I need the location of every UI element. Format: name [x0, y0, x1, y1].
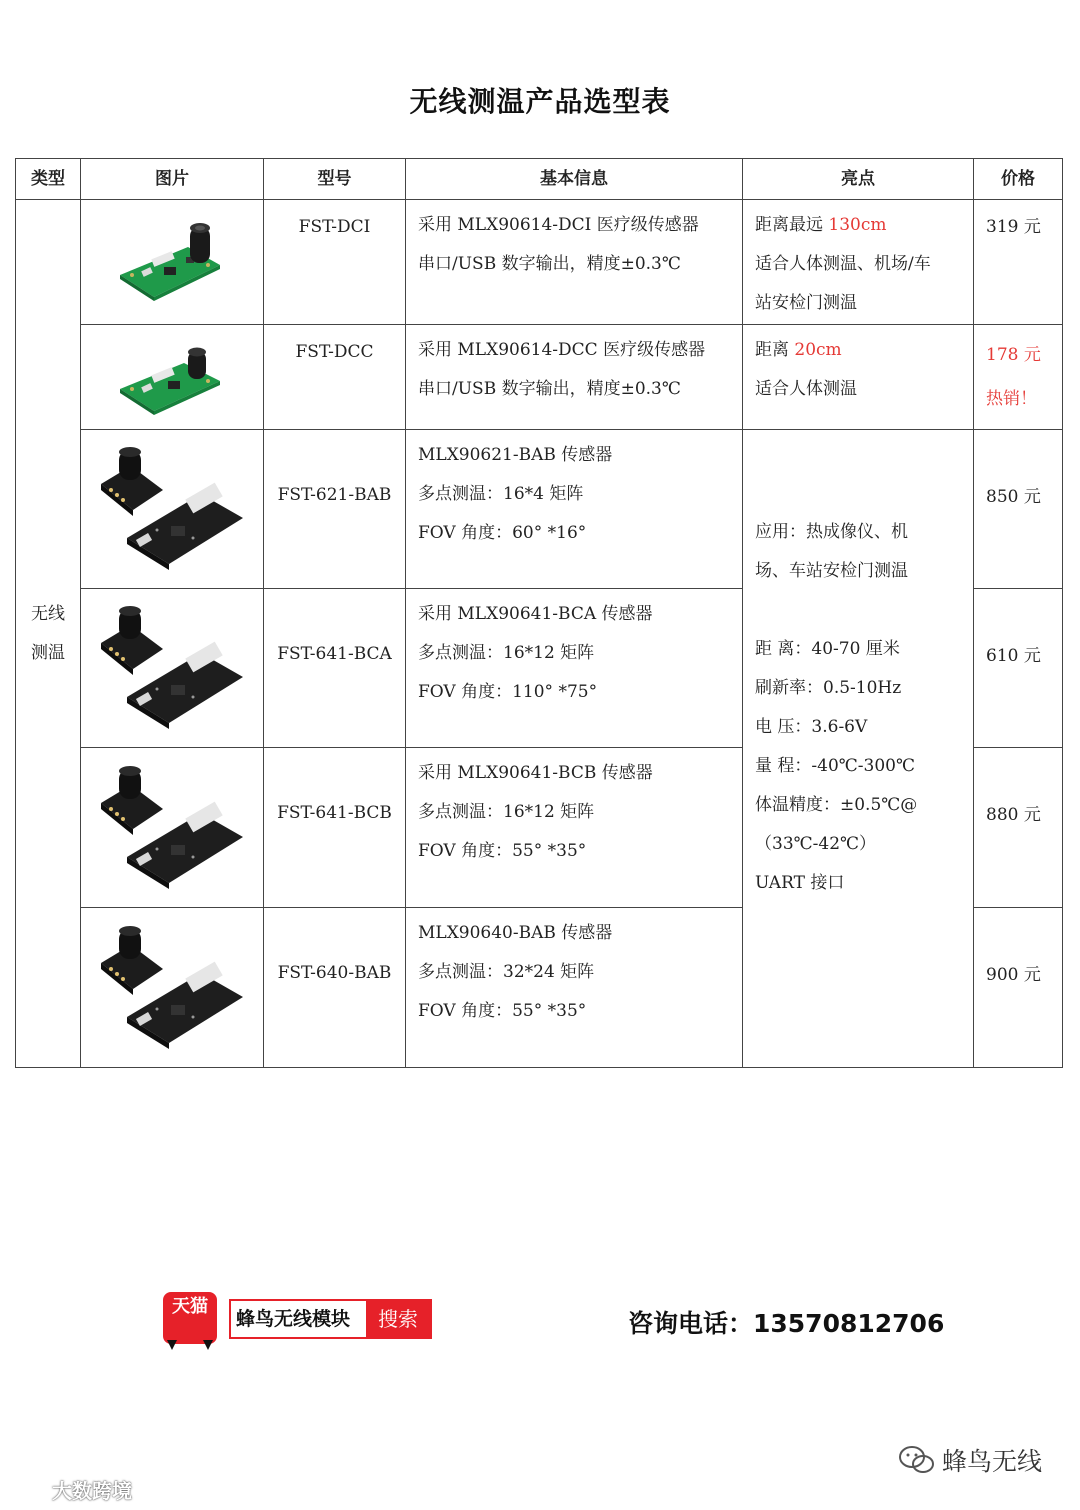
- wechat-icon: [898, 1445, 936, 1475]
- header-highlights: 亮点: [743, 159, 974, 200]
- image-cell: [81, 325, 264, 430]
- shared-highlights-list: [755, 513, 967, 903]
- shared-highlights-cell: [743, 430, 974, 1068]
- model-cell: FST-641-BCB: [264, 748, 406, 908]
- highlight-cell: [743, 200, 974, 325]
- green-sensor-board-image: [112, 217, 232, 307]
- price-value: 178 元: [986, 345, 1041, 365]
- model-cell: FST-641-BCA: [264, 589, 406, 748]
- info-cell: [406, 908, 743, 1068]
- header-price: 价格: [974, 159, 1063, 200]
- highlight-line: 应用：热成像仪、机: [755, 521, 908, 542]
- highlight-spacer: [755, 591, 967, 630]
- source-watermark: [6, 1474, 132, 1504]
- model-cell: FST-DCI: [264, 200, 406, 325]
- highlight-distance: 130cm: [828, 215, 887, 235]
- header-image: 图片: [81, 159, 264, 200]
- price-cell: 850 元: [974, 430, 1063, 589]
- page-title: 无线测温产品选型表: [409, 85, 671, 118]
- highlight-line: 站安检门测温: [755, 293, 857, 313]
- tmall-search-box[interactable]: [229, 1299, 432, 1339]
- info-line: 采用 MLX90641-BCB 传感器: [418, 763, 653, 783]
- consult-phone: 咨询电话：13570812706: [628, 1309, 945, 1338]
- image-cell: [81, 589, 264, 748]
- info-cell: [406, 748, 743, 908]
- wechat-watermark: [898, 1440, 1042, 1480]
- highlight-line: 适合人体测温: [755, 379, 857, 399]
- info-line: 采用 MLX90614-DCI 医疗级传感器: [418, 215, 699, 235]
- tmall-logo[interactable]: [163, 1292, 217, 1344]
- highlight-line: 距 离：40-70 厘米: [755, 638, 900, 659]
- info-line: MLX90621-BAB 传感器: [418, 445, 613, 465]
- info-line: FOV 角度：60° *16°: [418, 523, 587, 543]
- header-type: 类型: [16, 159, 81, 200]
- highlight-cell: [743, 325, 974, 430]
- price-cell: 610 元: [974, 589, 1063, 748]
- source-logo-icon: [6, 1477, 48, 1501]
- model-cell: FST-DCC: [264, 325, 406, 430]
- info-line: 串口/USB 数字输出，精度±0.3℃: [418, 254, 681, 274]
- highlight-line: UART 接口: [755, 872, 845, 893]
- header-model: 型号: [264, 159, 406, 200]
- header-info: 基本信息: [406, 159, 743, 200]
- info-line: 串口/USB 数字输出，精度±0.3℃: [418, 379, 681, 399]
- black-sensor-module-image: [97, 763, 247, 893]
- price-cell: 900 元: [974, 908, 1063, 1068]
- footer: [0, 1290, 1080, 1350]
- info-cell: [406, 200, 743, 325]
- info-line: FOV 角度：55° *35°: [418, 841, 587, 861]
- hot-sale-badge: 热销！: [986, 389, 1037, 409]
- image-cell: [81, 908, 264, 1068]
- table-row: [16, 325, 1063, 430]
- tmall-label: 天猫: [172, 1296, 208, 1317]
- highlight-line: [755, 206, 967, 245]
- info-line: MLX90640-BAB 传感器: [418, 923, 613, 943]
- info-line: 多点测温：32*24 矩阵: [418, 962, 595, 982]
- price-cell: 880 元: [974, 748, 1063, 908]
- black-sensor-module-image: [97, 444, 247, 574]
- info-line: 多点测温：16*12 矩阵: [418, 643, 595, 663]
- highlight-prefix: 距离最远: [755, 215, 829, 235]
- info-line: 多点测温：16*4 矩阵: [418, 484, 584, 504]
- search-button[interactable]: 搜索: [366, 1301, 430, 1337]
- info-line: FOV 角度：55° *35°: [418, 1001, 587, 1021]
- highlight-line: 电 压：3.6-6V: [755, 716, 868, 737]
- info-line: 采用 MLX90641-BCA 传感器: [418, 604, 653, 624]
- black-sensor-module-image: [97, 603, 247, 733]
- table-header-row: [16, 159, 1063, 200]
- green-sensor-board-image: [112, 337, 232, 417]
- info-line: 多点测温：16*12 矩阵: [418, 802, 595, 822]
- price-cell: [974, 325, 1063, 430]
- highlight-line: 刷新率：0.5-10Hz: [755, 677, 902, 698]
- product-selection-table: [15, 158, 1063, 1068]
- black-sensor-module-image: [97, 923, 247, 1053]
- model-cell: FST-621-BAB: [264, 430, 406, 589]
- price-cell: 319 元: [974, 200, 1063, 325]
- highlight-line: 量 程：-40℃-300℃: [755, 755, 916, 776]
- model-cell: FST-640-BAB: [264, 908, 406, 1068]
- tmall-cat-icon: [163, 1340, 217, 1350]
- category-line: 测温: [31, 642, 65, 663]
- info-cell: [406, 430, 743, 589]
- info-cell: [406, 325, 743, 430]
- wechat-account-name: 蜂鸟无线: [942, 1447, 1043, 1476]
- image-cell: [81, 748, 264, 908]
- highlight-prefix: 距离: [755, 340, 795, 360]
- table-row: [16, 200, 1063, 325]
- category-cell: [16, 200, 81, 1068]
- highlight-line: 适合人体测温、机场/车: [755, 254, 931, 274]
- image-cell: [81, 200, 264, 325]
- info-cell: [406, 589, 743, 748]
- info-line: FOV 角度：110° *75°: [418, 682, 598, 702]
- table-row: [16, 430, 1063, 589]
- search-query[interactable]: 蜂鸟无线模块: [236, 1308, 351, 1330]
- highlight-line: 体温精度：±0.5℃@: [755, 794, 918, 815]
- highlight-line: [755, 331, 967, 370]
- highlight-line: 场、车站安检门测温: [755, 560, 908, 581]
- highlight-distance: 20cm: [794, 340, 842, 360]
- image-cell: [81, 430, 264, 589]
- info-line: 采用 MLX90614-DCC 医疗级传感器: [418, 340, 706, 360]
- highlight-line: （33℃-42℃）: [755, 833, 877, 854]
- source-watermark-text: 大数跨境: [52, 1478, 132, 1503]
- category-line: 无线: [31, 603, 65, 624]
